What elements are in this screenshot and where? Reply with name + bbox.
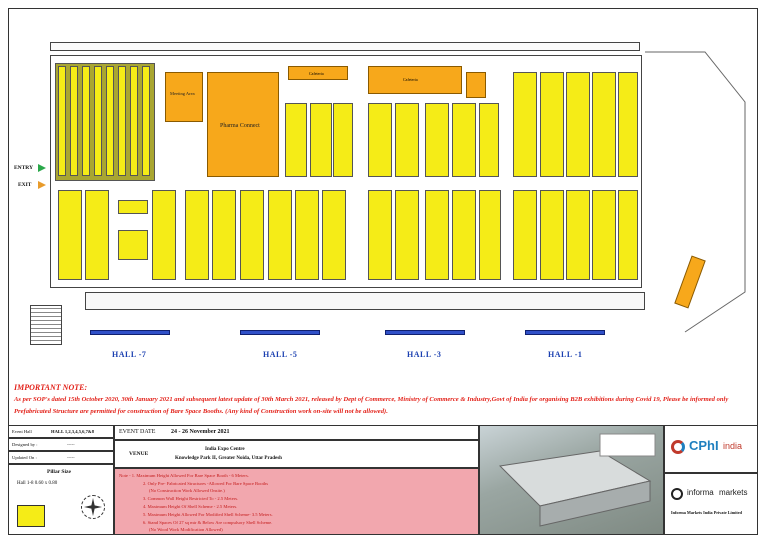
rule-6b: (No Wood Work Modification Allowed) [149, 527, 223, 532]
site-curve [645, 42, 750, 342]
pharma-connect-label: Pharma Connect [220, 123, 260, 129]
walkway-7 [90, 330, 170, 335]
cafeteria-2-label: Cafeteria [403, 77, 418, 82]
rule-3: 3. Common Wall Height Restricted To - 2.5 Meters. [143, 496, 239, 501]
legend-swatch [17, 505, 45, 527]
walkway-1 [525, 330, 605, 335]
meeting-area [165, 72, 203, 122]
pillar-size-key: Pillar Size [47, 469, 71, 475]
aerial-render-svg [480, 426, 663, 534]
updated-on-row [8, 451, 114, 464]
event-hall-key: Event Hall [12, 429, 32, 434]
entry-arrow-icon [38, 164, 46, 172]
hall-3-label: HALL -3 [407, 350, 442, 359]
exit-label: EXIT [18, 182, 32, 188]
cafeteria-1 [288, 66, 348, 80]
venue-line-1: India Expo Centre [205, 447, 245, 452]
informa-logo [664, 473, 758, 535]
designed-by-value: ----- [67, 442, 75, 447]
cphi-mark-icon [671, 440, 685, 454]
staircase [30, 305, 62, 345]
rule-1: Note - 1. Maximum Height Allowed For Bare Space Booth - 6 Meters. [119, 473, 249, 478]
exit-arrow-icon [38, 181, 46, 189]
event-hall-row [8, 425, 114, 438]
cphi-logo [664, 425, 758, 473]
pavilion-booths [58, 66, 152, 176]
aerial-render [479, 425, 664, 535]
rule-6: 6. Stand Spaces Of 27 sq mtr & Below Are compulsory Shell Scheme. [143, 520, 273, 525]
updated-on-value: ----- [67, 455, 75, 460]
informa-text: informa [687, 488, 714, 497]
cafeteria-1-label: Cafeteria [309, 71, 324, 76]
cafeteria-small [466, 72, 486, 98]
rules-box [114, 468, 479, 535]
venue-line-2: Knowledge Park II, Greater Noida, Uttar Pradesh [175, 456, 282, 461]
pharma-connect [207, 72, 279, 177]
event-hall-value: HALL 1,2,3,4,5,6,7&8 [51, 429, 95, 434]
rule-2: 2. Only Pre- Fabricated Structures -Allowed For Bare Space Booths [143, 481, 269, 486]
rule-4: 4. Maximum Height Of Shell Scheme - 2.5 Meters. [143, 504, 238, 509]
cphi-text: CPhI [689, 438, 719, 453]
designed-by-key: Designed by : [12, 442, 38, 447]
hall-1-label: HALL -1 [548, 350, 583, 359]
top-wall [50, 42, 640, 51]
entry-label: ENTRY [14, 165, 34, 171]
event-date-value: 24 - 26 November 2021 [171, 429, 230, 435]
walkway-5 [240, 330, 320, 335]
hall-7-label: HALL -7 [112, 350, 147, 359]
designed-by-row [8, 438, 114, 451]
pillar-size-row [8, 464, 114, 535]
hall-5-label: HALL -5 [263, 350, 298, 359]
venue-row [114, 440, 479, 468]
important-note-title: IMPORTANT NOTE: [14, 383, 88, 392]
rule-2b: (No Construction Work Allowed Onsite.) [149, 488, 225, 493]
informa-suffix: markets [719, 488, 748, 497]
venue-key: VENUE [129, 451, 149, 457]
walkway-3 [385, 330, 465, 335]
service-strip [85, 292, 645, 310]
meeting-area-label: Meeting Area [170, 91, 195, 96]
informa-company: Informa Markets India Private Limited [671, 510, 742, 515]
important-note-text: As per SOP's dated 15th October 2020, 30th January 2021 and subsequent latest update of 30th March 2021, released by Dept of Commerce, Ministry of Commerce & Industry,Govt of India for organising B2B exhibitions during Covid 19, Please be informed only Prefabricated Structure are permitted for construction of Bare Space Booths. (Any kind of Construction work on-site will not be allowed). [14, 396, 729, 415]
event-date-key: EVENT DATE [119, 429, 156, 435]
updated-on-key: Updated On : [12, 455, 37, 460]
compass-icon [81, 495, 105, 519]
pillar-size-value: Hall 1-8 0.60 x 0.80 [17, 481, 58, 486]
event-date-row [114, 425, 479, 440]
cafeteria-2 [368, 66, 462, 94]
informa-mark-icon [671, 488, 683, 500]
cphi-suffix: india [723, 441, 743, 451]
site-curve-svg [645, 42, 750, 342]
rule-5: 5. Maximum Height Allowed For Modified Shell Scheme- 3.5 Meters. [143, 512, 273, 517]
